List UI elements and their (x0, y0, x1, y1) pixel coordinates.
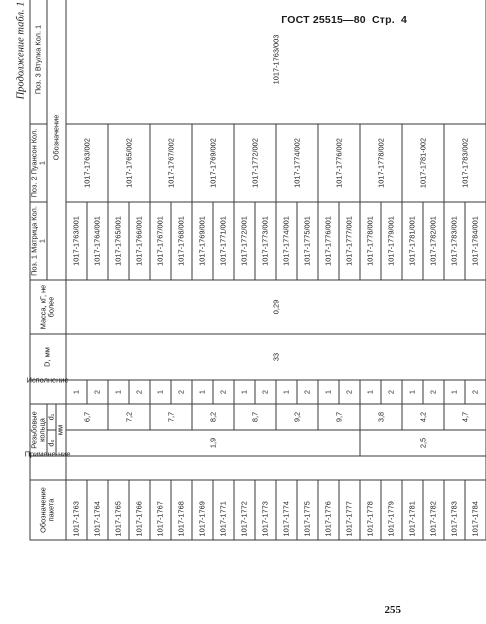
cell-execution: 2 (213, 380, 234, 404)
cell-pos2: 1017-1774/002 (276, 124, 318, 202)
col-mass: Масса, кГ, не более (30, 280, 66, 334)
col-thread-rings: Резьбовые кольца (30, 404, 47, 456)
cell-d0: 1,9 (66, 430, 360, 456)
cell-pos2: 1017-1781-002 (402, 124, 444, 202)
page-label: Стр. (371, 14, 395, 26)
cell-package: 1017-1781 (402, 480, 423, 540)
cell-execution: 2 (381, 380, 402, 404)
col-D: D, мм (30, 334, 66, 380)
cell-pos2: 1017-1783/002 (444, 124, 486, 202)
cell-package: 1017-1772 (234, 480, 255, 540)
cell-package: 1017-1774 (276, 480, 297, 540)
col-pos1: Поз. 1 Матрица Кол. 1 (30, 202, 47, 280)
cell-package: 1017-1784 (465, 480, 486, 540)
cell-execution: 2 (339, 380, 360, 404)
cell-execution: 1 (192, 380, 213, 404)
gost-number: ГОСТ 25515—80 (281, 14, 366, 26)
col-d0: d₀ (47, 430, 56, 456)
col-unit-mm: мм (56, 404, 65, 456)
cell-pos2: 1017-1776/002 (318, 124, 360, 202)
cell-pos1: 1017-1776/001 (318, 202, 339, 280)
cell-pos1: 1017-1783/001 (444, 202, 465, 280)
cell-package: 1017-1782 (423, 480, 444, 540)
cell-execution: 2 (171, 380, 192, 404)
cell-pos2: 1017-1778/002 (360, 124, 402, 202)
col-application-label: Примене-ние (24, 449, 71, 459)
cell-package: 1017-1775 (297, 480, 318, 540)
cell-pos2: 1017-1769/002 (192, 124, 234, 202)
cell-package: 1017-1767 (150, 480, 171, 540)
cell-execution: 2 (87, 380, 108, 404)
cell-package: 1017-1778 (360, 480, 381, 540)
cell-package: 1017-1769 (192, 480, 213, 540)
cell-pos1: 1017-1773/001 (255, 202, 276, 280)
cell-pos2: 1017-1763/002 (66, 124, 108, 202)
cell-execution: 1 (444, 380, 465, 404)
cell-d1: 9,7 (318, 404, 360, 430)
col-pos3: Поз. 3 Втулка Кол. 1 (30, 0, 47, 124)
cell-pos1: 1017-1768/001 (171, 202, 192, 280)
cell-execution: 1 (234, 380, 255, 404)
cell-pos1: 1017-1766/001 (129, 202, 150, 280)
cell-execution: 2 (255, 380, 276, 404)
cell-d0: 2,5 (360, 430, 486, 456)
cell-package: 1017-1764 (87, 480, 108, 540)
cell-execution: 1 (402, 380, 423, 404)
cell-pos2: 1017-1772/002 (234, 124, 276, 202)
col-execution (26, 375, 69, 404)
cell-d1: 7,7 (150, 404, 192, 430)
cell-execution: 1 (108, 380, 129, 404)
cell-mass: 0,29 (66, 280, 486, 334)
cell-pos1: 1017-1779/001 (381, 202, 402, 280)
cell-pos1: 1017-1775/001 (297, 202, 318, 280)
cell-execution: 2 (423, 380, 444, 404)
cell-pos1: 1017-1767/001 (150, 202, 171, 280)
cell-d1: 4,7 (444, 404, 486, 430)
col-d1: d₁ (47, 404, 56, 430)
col-designation-sub: Обозначение (47, 0, 65, 280)
cell-pos1: 1017-1769/001 (192, 202, 213, 280)
cell-pos1: 1017-1763/001 (66, 202, 87, 280)
cell-pos2: 1017-1767/002 (150, 124, 192, 202)
cell-execution: 1 (276, 380, 297, 404)
cell-d1: 8,7 (234, 404, 276, 430)
col-execution-label: Исполнение (26, 375, 69, 385)
cell-execution: 2 (129, 380, 150, 404)
cell-d1: 9,2 (276, 404, 318, 430)
page-index: 4 (400, 14, 407, 26)
cell-package: 1017-1783 (444, 480, 465, 540)
cell-pos2: 1017-1765/002 (108, 124, 150, 202)
page-number: 255 (384, 604, 401, 616)
cell-package: 1017-1771 (213, 480, 234, 540)
cell-D: 33 (66, 334, 486, 380)
cell-pos1: 1017-1784/001 (465, 202, 486, 280)
cell-execution: 1 (150, 380, 171, 404)
cell-package: 1017-1777 (339, 480, 360, 540)
cell-package: 1017-1766 (129, 480, 150, 540)
col-designation: Обозначение пакета (30, 480, 66, 540)
cell-package: 1017-1768 (171, 480, 192, 540)
cell-pos1: 1017-1778/001 (360, 202, 381, 280)
cell-pos1: 1017-1782/001 (423, 202, 444, 280)
cell-package: 1017-1765 (108, 480, 129, 540)
cell-pos1: 1017-1774/001 (276, 202, 297, 280)
cell-package: 1017-1776 (318, 480, 339, 540)
cell-pos1: 1017-1777/001 (339, 202, 360, 280)
cell-execution: 2 (297, 380, 318, 404)
cell-execution: 1 (360, 380, 381, 404)
cell-d1: 8,2 (192, 404, 234, 430)
spec-table (24, 0, 486, 541)
cell-pos1: 1017-1781/001 (402, 202, 423, 280)
cell-pos3: 1017-1763/003 (66, 0, 486, 124)
header-row-1 (30, 0, 47, 540)
table-caption: Продолжение табл. 1 (15, 1, 27, 100)
cell-package: 1017-1773 (255, 480, 276, 540)
cell-pos1: 1017-1771/001 (213, 202, 234, 280)
rotated-table-sheet (15, 0, 480, 541)
cell-execution: 2 (465, 380, 486, 404)
table-row (66, 0, 87, 540)
cell-pos1: 1017-1765/001 (108, 202, 129, 280)
cell-execution: 1 (318, 380, 339, 404)
cell-application (66, 456, 486, 480)
cell-d1: 6,7 (66, 404, 108, 430)
cell-pos1: 1017-1764/001 (87, 202, 108, 280)
col-pos2: Поз. 2 Пуансон Кол. 1 (30, 124, 47, 202)
cell-execution: 1 (66, 380, 87, 404)
table-body (66, 0, 486, 540)
cell-d1: 7,2 (108, 404, 150, 430)
col-application (24, 449, 71, 480)
cell-d1: 3,8 (360, 404, 402, 430)
cell-d1: 4,2 (402, 404, 444, 430)
cell-package: 1017-1763 (66, 480, 87, 540)
cell-pos1: 1017-1772/001 (234, 202, 255, 280)
cell-package: 1017-1779 (381, 480, 402, 540)
